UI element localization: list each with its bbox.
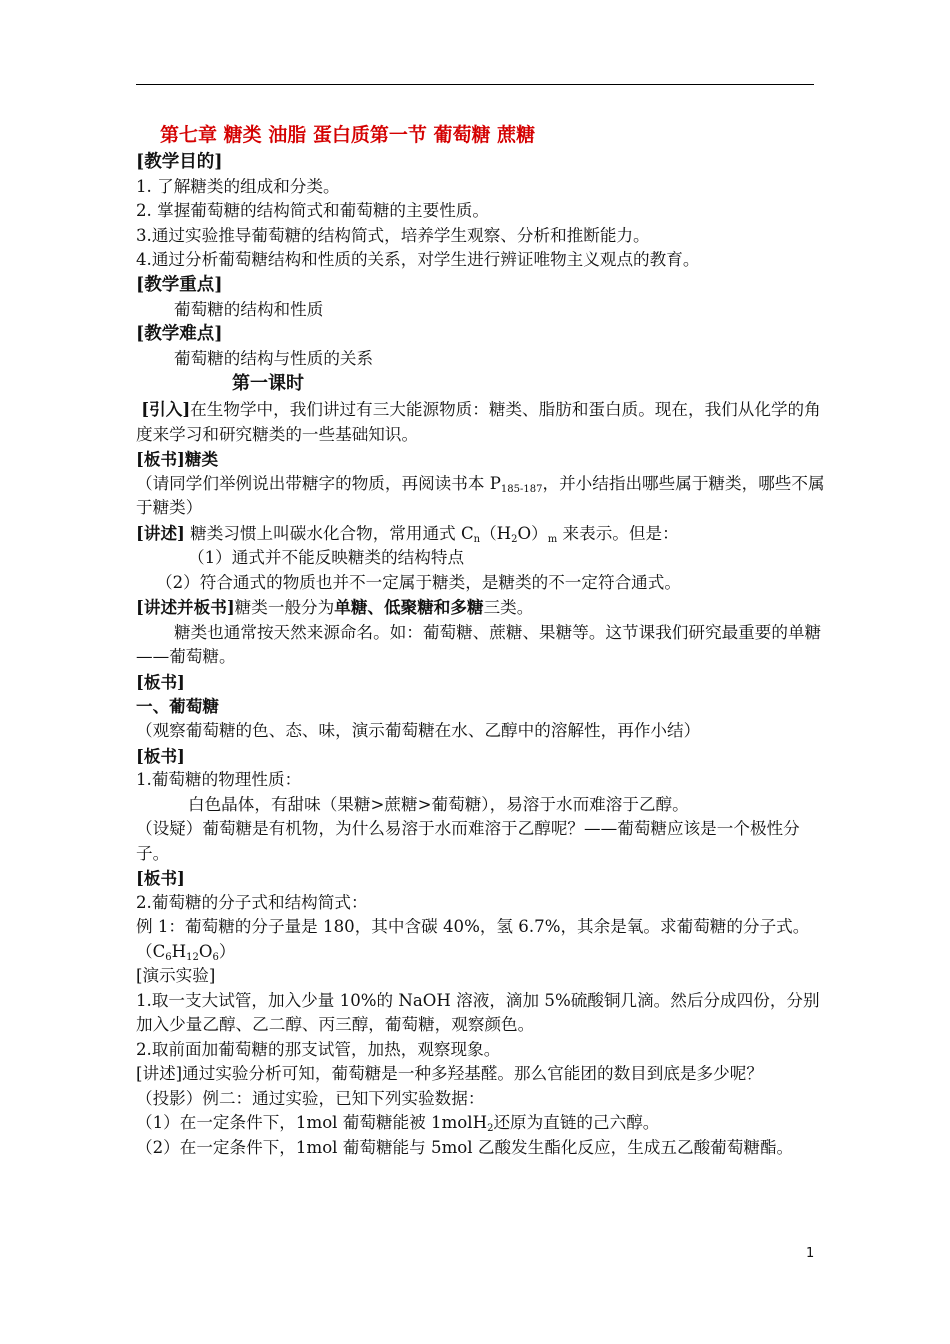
lecture-classification: [讲述并板书]糖类一般分为单糖、低聚糖和多糖三类。 [136,597,534,618]
document-body [136,120,826,1160]
lecture-point: （2）符合通式的物质也并不一定属于糖类，是糖类的不一定符合通式。 [156,572,681,592]
chapter-title: 第七章 糖类 油脂 蛋白质第一节 葡萄糖 蔗糖 [160,124,536,146]
intro-label: [引入] [141,399,191,420]
difficulty-heading: [教学难点] [136,324,223,345]
goal-item: 3.通过实验推导葡萄糖的结构简式，培养学生观察、分析和推断能力。 [136,225,650,245]
difficulty-text: 葡萄糖的结构与性质的关系 [174,348,374,368]
board-label: [板书] [136,868,185,889]
board-label: [板书] [136,745,185,766]
observe-note: （观察葡萄糖的色、态、味，演示葡萄糖在水、乙醇中的溶解性，再作小结） [136,720,701,740]
lesson-heading: 第一课时 [232,373,304,395]
intro-text: 在生物学中，我们讲过有三大能源物质：糖类、脂肪和蛋白质。现在，我们从化学的角度来学习和研究糖类的一些基础知识。 [136,400,821,444]
board-label: [板书] [136,671,185,692]
lecture-functional-groups: [讲述]通过实验分析可知，葡萄糖是一种多羟基醛。那么官能团的数目到底是多少呢？ [136,1064,763,1084]
goal-item: 1. 了解糖类的组成和分类。 [136,176,340,196]
projection-heading: （投影）例二：通过实验，已知下列实验数据： [136,1088,485,1108]
board-note: （请同学们举例说出带糖字的物质，再阅读书本 $P_{185-187}$，并小结指出哪些属于糖类，哪些不属于糖类） [136,473,825,518]
lecture-general-formula: [讲述] 糖类习惯上叫碳水化合物，常用通式 $C_n(H_2O)_m$ 来表示。但是： [136,522,679,545]
goals-heading: [教学目的] [136,152,223,172]
header-rule [136,84,814,85]
question-paragraph: （设疑）葡萄糖是有机物，为什么易溶于水而难溶于乙醇呢？——葡萄糖应该是一个极性分子。 [136,819,800,863]
goal-item: 4.通过分析葡萄糖结构和性质的关系，对学生进行辨证唯物主义观点的教育。 [136,250,700,270]
formula-heading: 2.葡萄糖的分子式和结构简式： [136,892,368,912]
physical-properties-heading: 1.葡萄糖的物理性质： [136,770,302,790]
demo-heading: [演示实验] [136,966,216,986]
goal-item: 2. 掌握葡萄糖的结构简式和葡萄糖的主要性质。 [136,201,489,221]
example-1: 例 1：葡萄糖的分子量是 180，其中含碳 40%，氢 6.7%，其余是氧。求葡萄糖的分子式。$(C_6H_{12}O_6)$ [136,917,810,963]
intro-paragraph [136,397,826,447]
demo-step: 1.取一支大试管，加入少量 10%的 NaOH 溶液，滴加 5%硫酸铜几滴。然后分成四份，分别加入少量乙醇、乙二醇、丙三醇，葡萄糖，观察颜色。 [136,990,820,1035]
board-heading-sugars: [板书]糖类 [136,449,219,470]
lecture-point: （1）通式并不能反映糖类的结构特点 [188,548,465,568]
example-1-answer: $(C_6H_{12}O_6)$ [136,941,236,963]
physical-properties-text: 白色晶体，有甜味（果糖>蔗糖>葡萄糖），易溶于水而难溶于乙醇。 [188,794,689,814]
naming-paragraph: 糖类也通常按天然来源命名。如：葡萄糖、蔗糖、果糖等。这节课我们研究最重要的单糖——葡萄糖。 [136,622,822,667]
data-item: （1）在一定条件下，1mol 葡萄糖能被 1molH$_2$还原为直链的己六醇。 [136,1113,660,1135]
key-text: 葡萄糖的结构和性质 [174,299,324,319]
page-number: 1 [806,1246,815,1261]
section-glucose: 一、葡萄糖 [136,696,219,717]
demo-step: 2.取前面加葡萄糖的那支试管，加热，观察现象。 [136,1039,501,1059]
data-item: （2）在一定条件下，1mol 葡萄糖能与 5mol 乙酸发生酯化反应，生成五乙酸葡萄糖酯。 [136,1137,794,1157]
key-heading: [教学重点] [136,274,223,295]
